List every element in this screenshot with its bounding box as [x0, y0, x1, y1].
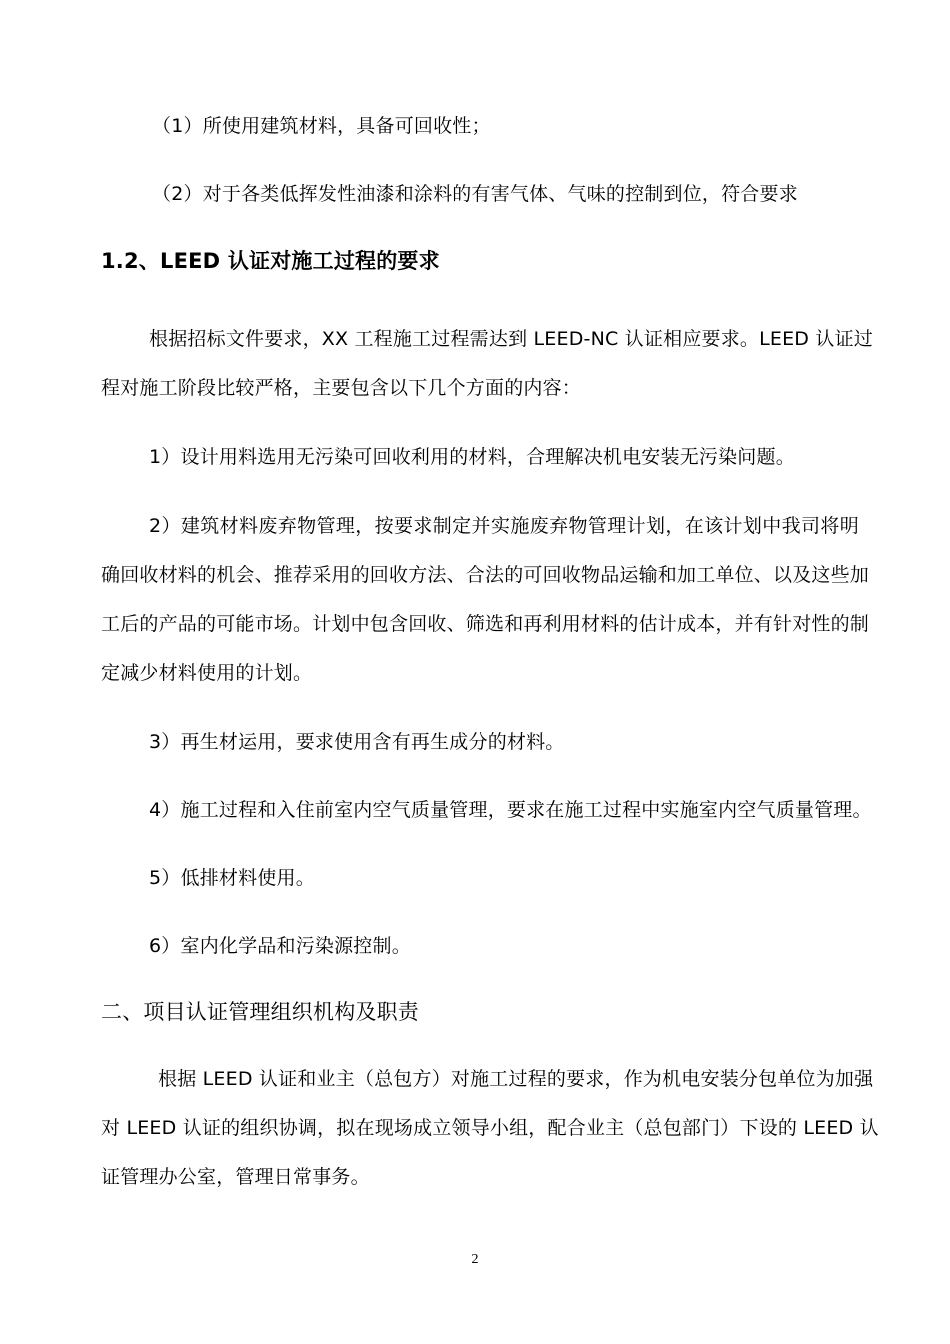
section-heading: 二、项目认证管理组织机构及职责 — [101, 1000, 419, 1024]
list-item: 工后的产品的可能市场。计划中包含回收、筛选和再利用材料的估计成本，并有针对性的制 — [101, 613, 870, 635]
list-item: 4）施工过程和入住前室内空气质量管理，要求在施工过程中实施室内空气质量管理。 — [149, 799, 872, 821]
list-item: 3）再生材运用，要求使用含有再生成分的材料。 — [149, 731, 565, 753]
list-item: 2）建筑材料废弃物管理，按要求制定并实施废弃物管理计划，在该计划中我司将明 — [149, 515, 859, 537]
page-number: 2 — [471, 1252, 479, 1267]
paragraph-line: （1）所使用建筑材料，具备可回收性； — [152, 115, 491, 137]
paragraph-line: 程对施工阶段比较严格，主要包含以下几个方面的内容： — [101, 377, 582, 399]
list-item: 确回收材料的机会、推荐采用的回收方法、合法的可回收物品运输和加工单位、以及这些加 — [101, 564, 870, 586]
section-heading: 1.2、LEED 认证对施工过程的要求 — [101, 249, 440, 273]
paragraph-line: 对 LEED 认证的组织协调，拟在现场成立领导小组，配合业主（总包部门）下设的 LEED 认 — [101, 1117, 879, 1139]
list-item: 定减少材料使用的计划。 — [101, 662, 313, 684]
list-item: 6）室内化学品和污染源控制。 — [149, 935, 411, 957]
paragraph-line: 根据 LEED 认证和业主（总包方）对施工过程的要求，作为机电安装分包单位为加强 — [158, 1068, 874, 1090]
paragraph-line: 根据招标文件要求，XX 工程施工过程需达到 LEED-NC 认证相应要求。LEED 认证过 — [149, 328, 873, 350]
list-item: 5）低排材料使用。 — [149, 867, 315, 889]
list-item: 1）设计用料选用无污染可回收利用的材料，合理解决机电安装无污染问题。 — [149, 446, 795, 468]
paragraph-line: 证管理办公室，管理日常事务。 — [101, 1166, 370, 1188]
paragraph-line: （2）对于各类低挥发性油漆和涂料的有害气体、气味的控制到位，符合要求 — [152, 183, 798, 205]
